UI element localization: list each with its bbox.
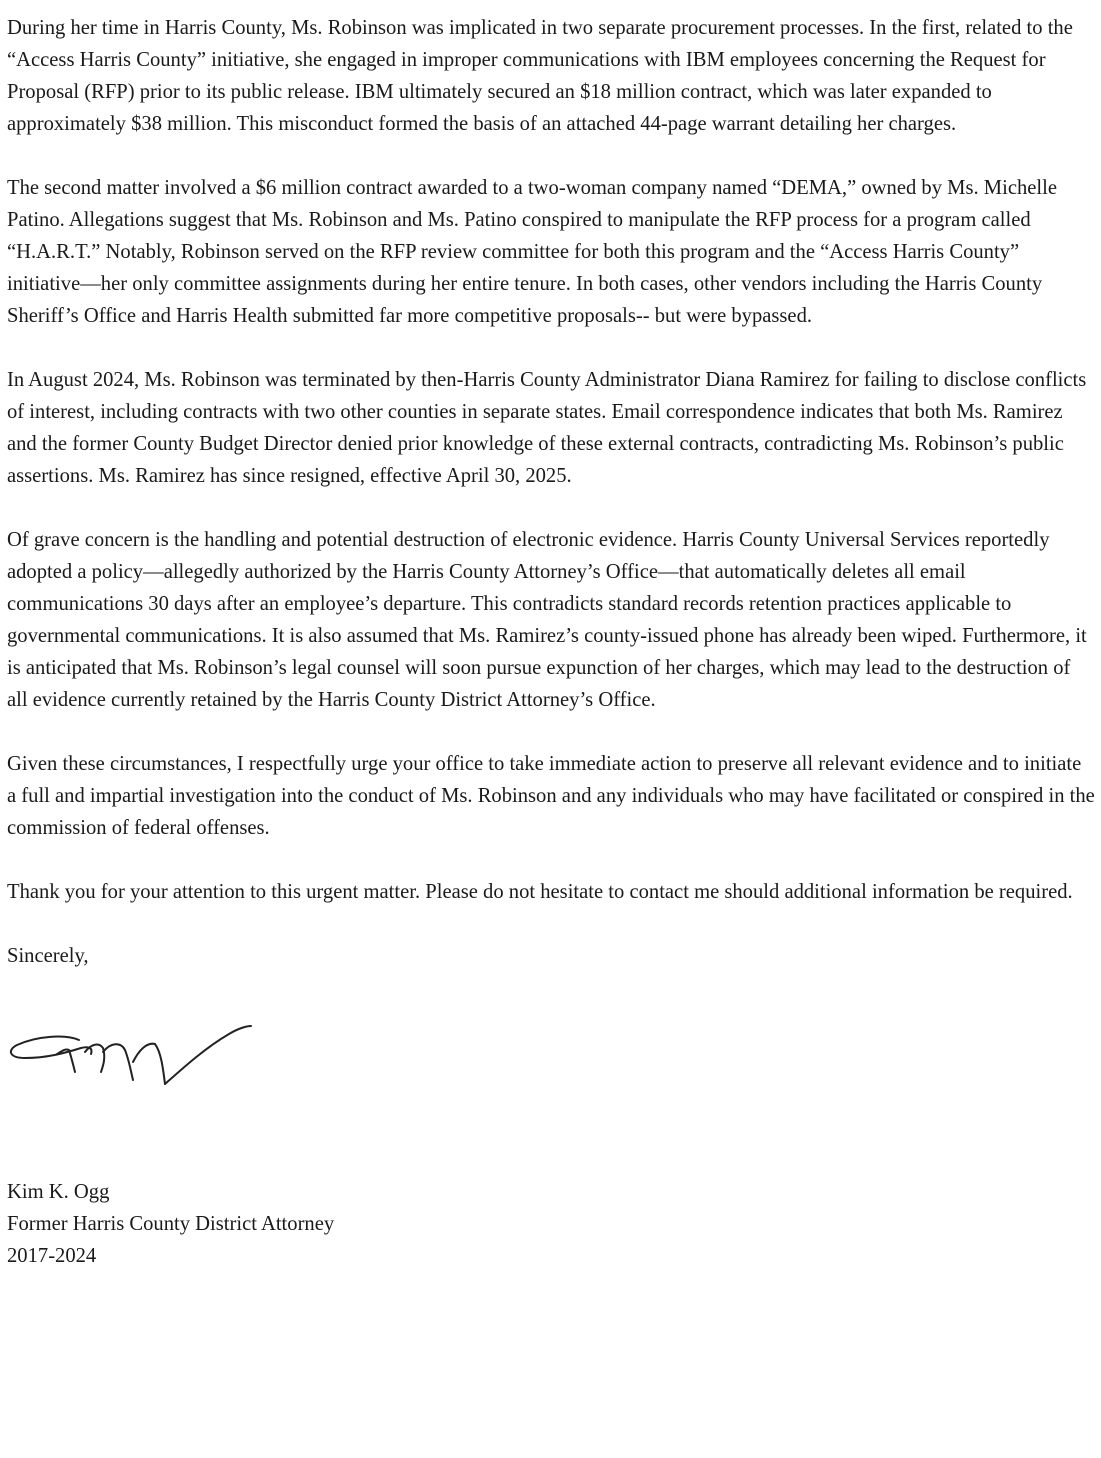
paragraph-ibm-procurement: During her time in Harris County, Ms. Robinson was implicated in two separate procurement processes. In the first, related to the “Access Harris County” initiative, she engaged in improper communications with IBM employees concerning the Request for Proposal (RFP) prior to its public release. IBM ultimately secured an $18 million contract, which was later expanded to approximately $38 million. This misconduct formed the basis of an attached 44-page warrant detailing her charges. <box>7 17 1073 135</box>
signature-icon <box>7 1012 257 1102</box>
letter-page <box>7 12 1095 1272</box>
signer-name: Kim K. Ogg <box>7 1181 110 1203</box>
paragraph-termination: In August 2024, Ms. Robinson was terminated by then-Harris County Administrator Diana Ramirez for failing to disclose conflicts of interest, including contracts with two other counties in separate states. Email correspondence indicates that both Ms. Ramirez and the former County Budget Director denied prior knowledge of these external contracts, contradicting Ms. Robinson’s public assertions. Ms. Ramirez has since resigned, effective April 30, 2025. <box>7 369 1087 487</box>
paragraph-dema-contract: The second matter involved a $6 million contract awarded to a two-woman company named “DEMA,” owned by Ms. Michelle Patino. Allegations suggest that Ms. Robinson and Ms. Patino conspired to manipulate the RFP process for a program called “H.A.R.T.” Notably, Robinson served on the RFP review committee for both this program and the “Access Harris County” initiative—her only committee assignments during her entire tenure. In both cases, other vendors including the Harris County Sheriff’s Office and Harris Health submitted far more competitive proposals-- but were bypassed. <box>7 177 1057 327</box>
signer-years: 2017-2024 <box>7 1245 97 1267</box>
paragraph-evidence-destruction: Of grave concern is the handling and potential destruction of electronic evidence. Harris County Universal Services reportedly adopted a policy—allegedly authorized by the Harris County Attorney’s Office—that automatically deletes all email communications 30 days after an employee’s departure. This contradicts standard records retention practices applicable to governmental communications. It is also assumed that Ms. Ramirez’s county-issued phone has already been wiped. Furthermore, it is anticipated that Ms. Robinson’s legal counsel will soon pursue expunction of her charges, which may lead to the destruction of all evidence currently retained by the Harris County District Attorney’s Office. <box>7 529 1087 711</box>
closing-salutation: Sincerely, <box>7 945 89 967</box>
paragraph-thank-you: Thank you for your attention to this urgent matter. Please do not hesitate to contact me should additional information be required. <box>7 881 1073 903</box>
paragraph-request-action: Given these circumstances, I respectfully urge your office to take immediate action to preserve all relevant evidence and to initiate a full and impartial investigation into the conduct of Ms. Robinson and any individuals who may have facilitated or conspired in the commission of federal offenses. <box>7 753 1095 839</box>
signature-block <box>7 1176 1095 1272</box>
signer-title: Former Harris County District Attorney <box>7 1213 335 1235</box>
